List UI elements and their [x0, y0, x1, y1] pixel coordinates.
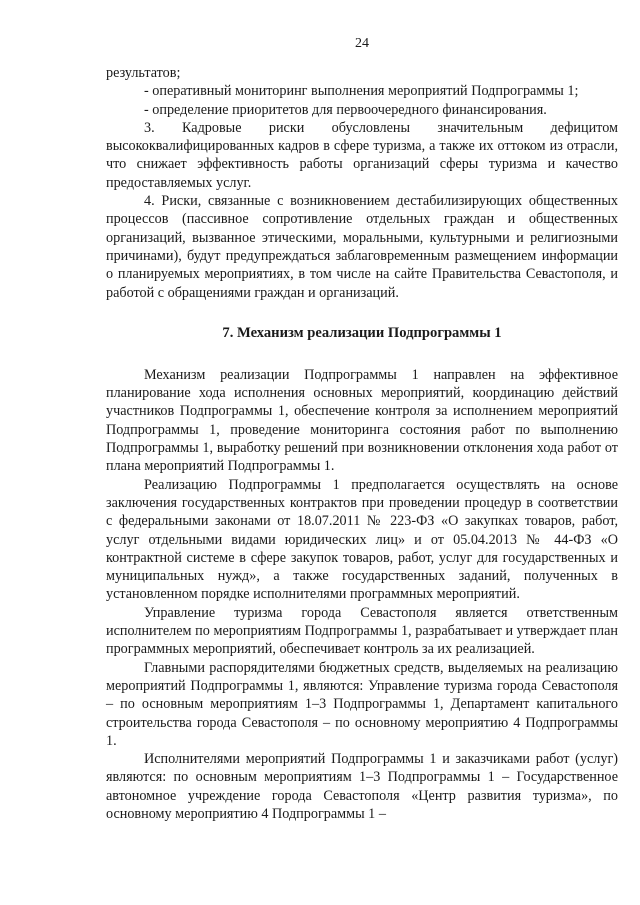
top-text-block [106, 64, 618, 302]
section-title: 7. Механизм реализации Подпрограммы 1 [222, 324, 502, 341]
page-number: 24 [355, 36, 369, 51]
paragraph: 3. Кадровые риски обусловлены значительным дефицитом высококвалифицированных кадров в сфере туризма, а также их оттоком из отрасли, что снижает эффективность работы организаций сферы туризма и качество предоставляемых услуг. [106, 119, 618, 191]
paragraph: 4. Риски, связанные с возникновением дестабилизирующих общественных процессов (пассивное сопротивление отдельных граждан и общественных организаций, вызванное этическими, моральными, культурными и религиозными причинами), будут предупреждаться заблаговременным размещением информации о планируемых мероприятиях, в том числе на сайте Правительства Севастополя, и работой с обращениями граждан и организаций. [106, 193, 618, 301]
paragraph: - оперативный мониторинг выполнения мероприятий Подпрограммы 1; [144, 83, 579, 100]
paragraph: Механизм реализации Подпрограммы 1 направлен на эффективное планирование хода исполнения основных мероприятий, координацию действий участников Подпрограммы 1, обеспечение контроля за исполнением мероприятий Подпрограммы 1, проведение мониторинга состояния работ по выполнению Подпрограммы 1, выработку решений при возникновении отклонения хода работ от плана мероприятий Подпрограммы 1. [106, 366, 618, 475]
paragraph: Управление туризма города Севастополя является ответственным исполнителем по мероприятиям Подпрограммы 1, разрабатывает и утверждает план программных мероприятий, обеспечивает контроль за их реализацией. [106, 604, 618, 658]
paragraph: результатов; [106, 65, 181, 81]
section-text-block [106, 366, 618, 823]
paragraph: Реализацию Подпрограммы 1 предполагается осуществлять на основе заключения государственных контрактов при проведении процедур в соответствии с федеральными законами от 18.07.2011 № 223-ФЗ «О закупках товаров, работ, услуг отдельными видами юридических лиц» и от 05.04.2013 № 44-ФЗ «О контрактной системе в сфере закупок товаров, работ, услуг для государственных и муниципальных нужд», а также государственных заданий, полученных в установленном порядке исполнителями программных мероприятий. [106, 476, 618, 603]
paragraph: - определение приоритетов для первоочередного финансирования. [144, 101, 547, 118]
paragraph: Исполнителями мероприятий Подпрограммы 1 и заказчиками работ (услуг) являются: по основным мероприятиям 1–3 Подпрограммы 1 – Государственное автономное учреждение города Севастополя «Центр развития туризма», по основному мероприятию 4 Подпрограммы 1 – [106, 751, 618, 822]
paragraph: Главными распорядителями бюджетных средств, выделяемых на реализацию мероприятий Подпрограммы 1, являются: Управление туризма города Севастополя – по основным мероприятиям 1–3 Подпрограммы 1, Департамент капитального строительства города Севастополя – по основному мероприятию 4 Подпрограммы 1. [106, 659, 618, 749]
